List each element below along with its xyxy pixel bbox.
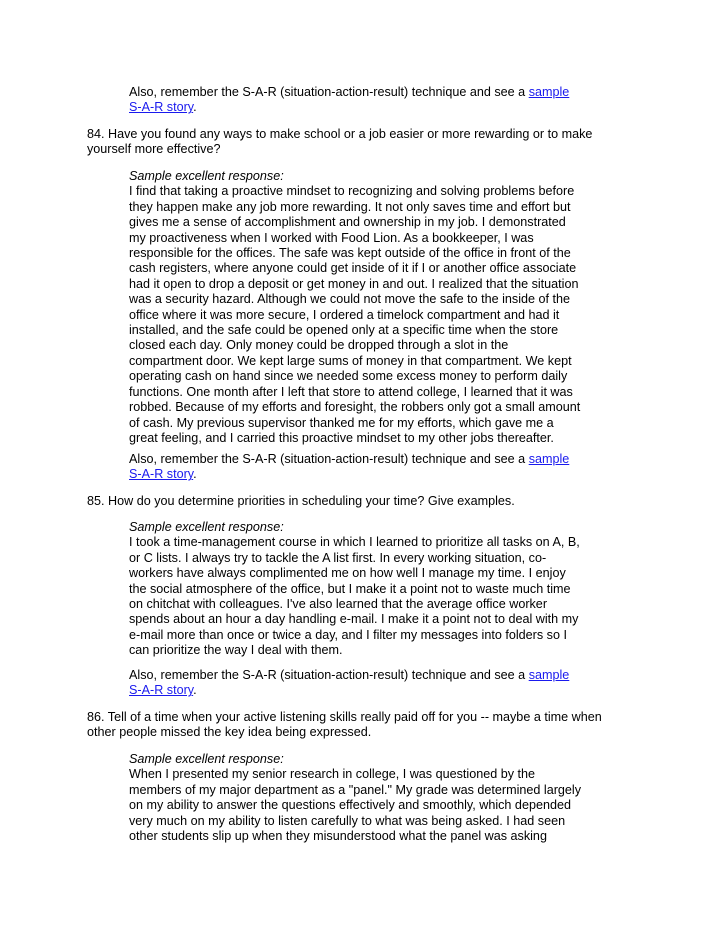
answer-line: operating cash on hand since we needed some excess money to perform daily (129, 369, 568, 384)
question-text: other people missed the key idea being expressed. (87, 725, 372, 740)
answer-line: spends about an hour a day handling e-mail. I make it a point not to deal with my (129, 612, 579, 627)
sample-sar-story-link-cont[interactable]: S-A-R story (129, 683, 194, 698)
question-86 (87, 710, 647, 741)
answer-line: members of my major department as a "panel." My grade was determined largely (129, 782, 582, 797)
sample-sar-story-link-cont[interactable]: S-A-R story (129, 100, 194, 115)
sample-response-label: Sample excellent response: (129, 520, 284, 534)
question-text: 85. How do you determine priorities in scheduling your time? Give examples. (87, 494, 515, 508)
sample-sar-story-link[interactable]: sample (528, 85, 570, 99)
sar-reminder: Also, remember the S-A-R (situation-action-result) technique and see a sample S-A-R story. (129, 452, 570, 482)
answer-85 (129, 520, 619, 659)
answer-line: responsible for the offices. The safe was kept outside of the office in front of the (129, 246, 571, 261)
question-text: 84. Have you found any ways to make school or a job easier or more rewarding or to make (87, 127, 593, 141)
answer-line: other students slip up when they misunderstood what the panel was asking (129, 829, 547, 844)
question-text: yourself more effective? (87, 142, 221, 157)
question-text: 86. Tell of a time when your active listening skills really paid off for you -- maybe a time when (87, 710, 602, 724)
answer-line: closed each day. Only money could be dropped through a slot in the (129, 338, 509, 353)
answer-line: was a security hazard. Although we could not move the safe to the inside of the (129, 292, 571, 307)
sar-reminder: Also, remember the S-A-R (situation-action-result) technique and see a sample S-A-R story. (129, 85, 570, 115)
answer-line: can prioritize the way I deal with them. (129, 643, 343, 658)
sample-sar-story-link[interactable]: sample (528, 668, 570, 682)
answer-line: compartment door. We kept large sums of money in that compartment. We kept (129, 353, 572, 368)
answer-line: great feeling, and I carried this proactive mindset to my other jobs thereafter. (129, 430, 554, 445)
answer-line: When I presented my senior research in college, I was questioned by the (129, 767, 536, 782)
answer-86 (129, 752, 619, 844)
answer-line: workers have always complimented me on how well I manage my time. I enjoy (129, 566, 566, 581)
answer-line: functions. One month after I left that store to attend college, I learned that it was (129, 384, 573, 399)
answer-84 (129, 169, 619, 446)
answer-line: on chitchat with colleagues. I've also learned that the average office worker (129, 597, 548, 612)
answer-line: the social atmosphere of the office, but I make it a point not to waste much time (129, 581, 571, 596)
answer-line: of cash. My previous supervisor thanked me for my efforts, which gave me a (129, 415, 554, 430)
answer-line: on my ability to answer the questions effectively and smoothly, which depended (129, 798, 571, 813)
answer-line: or C lists. I always try to tackle the A list first. In every working situation, co- (129, 550, 547, 565)
answer-line: gives me a sense of accomplishment and ownership in my job. I demonstrated (129, 215, 566, 230)
sample-sar-story-link-cont[interactable]: S-A-R story (129, 467, 194, 482)
answer-line: office where it was more secure, I ordered a timelock compartment and had it (129, 307, 560, 322)
answer-line: had it open to drop a deposit or get money in and out. I realized that the situation (129, 276, 579, 291)
sar-reminder: Also, remember the S-A-R (situation-action-result) technique and see a sample S-A-R story. (129, 668, 570, 698)
question-85 (87, 494, 647, 509)
answer-line: very much on my ability to listen carefully to what was being asked. I had seen (129, 813, 566, 828)
answer-line: installed, and the safe could be opened only at a specific time when the store (129, 323, 559, 338)
answer-line: cash registers, where anyone could get inside of it if I or another office associate (129, 261, 577, 276)
sample-response-label: Sample excellent response: (129, 752, 284, 766)
answer-line: they happen make any job more rewarding. It not only saves time and effort but (129, 199, 571, 214)
answer-line: e-mail more than once or twice a day, and I filter my messages into folders so I (129, 627, 567, 642)
answer-line: robbed. Because of my efforts and foresight, the robbers only got a small amount (129, 400, 581, 415)
answer-line: my proactiveness when I worked with Food Lion. As a bookkeeper, I was (129, 230, 534, 245)
answer-line: I took a time-management course in which I learned to prioritize all tasks on A, B, (129, 535, 580, 550)
question-84 (87, 127, 647, 158)
answer-line: I find that taking a proactive mindset to recognizing and solving problems before (129, 184, 575, 199)
sample-sar-story-link[interactable]: sample (528, 452, 570, 466)
sample-response-label: Sample excellent response: (129, 169, 284, 183)
